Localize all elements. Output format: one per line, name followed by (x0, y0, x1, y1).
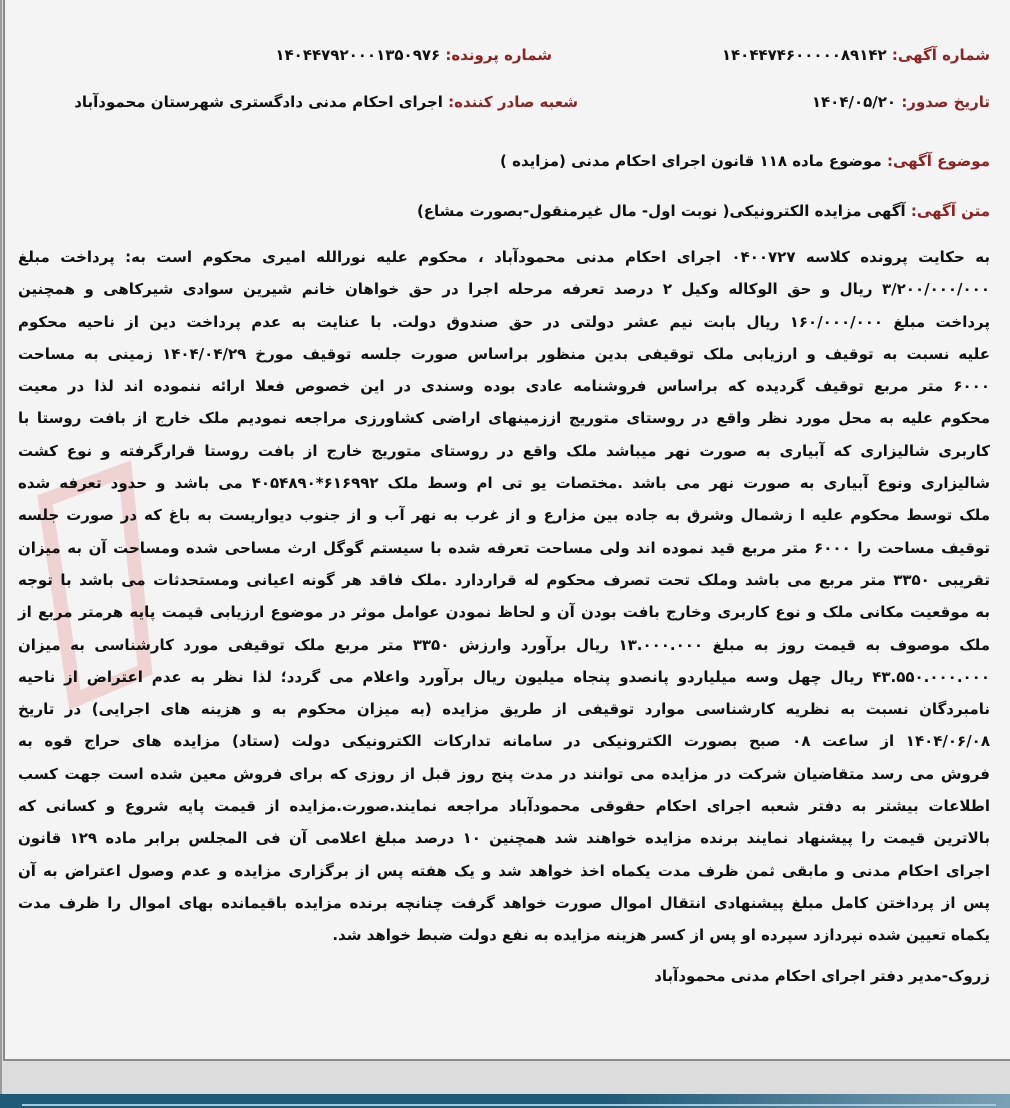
issuing-branch-field (74, 93, 578, 111)
issuing-branch-value: اجرای احکام مدنی دادگستری شهرستان محمودآباد (74, 93, 443, 111)
body-line: اطلاعات بیشتر به دفتر شعبه اجرای احکام حقوقی محمودآباد مراجعه نمایند.صورت.مزایده از قیمت پایه شروع و کسانی که (18, 797, 990, 816)
body-line: بالاترین قیمت را پیشنهاد نمایند برنده مزایده خواهند شد همچنین ۱۰ درصد مبلغ اعلامی آن فی المجلس برابر ماده ۱۲۹ قانون (18, 829, 990, 848)
issue-date-label: تاریخ صدور: (901, 93, 990, 111)
body-line: یکماه تعیین شده نپردازد سپرده او پس از کسر هزینه مزایده به نفع دولت ضبط خواهد شد. (332, 926, 990, 945)
body-line: تقریبی ۳۳۵۰ متر مربع می باشد وملک تحت تصرف محکوم له قراردارد .ملک فاقد هر گونه اعیانی ومستحدثات می باشد با توجه (18, 570, 990, 589)
subject-field (500, 152, 990, 170)
body-line: ۳/۲۰۰/۰۰۰/۰۰۰ ریال و حق الوکاله وکیل ۲ درصد تعرفه مرحله اجرا در حق خواهان خانم شیرین سوادی شیرکاهی و همچنین (18, 280, 990, 299)
notice-number-value: ۱۴۰۴۴۷۴۶۰۰۰۰۰۸۹۱۴۲ (721, 46, 887, 64)
text-label: متن آگهی: (910, 202, 990, 220)
subject-value: موضوع ماده ۱۱۸ قانون اجرای احکام مدنی (مزایده ) (500, 152, 882, 170)
subject-label: موضوع آگهی: (886, 152, 990, 170)
case-number-value: ۱۴۰۴۴۷۹۲۰۰۰۱۳۵۰۹۷۶ (275, 46, 441, 64)
case-number-field (275, 46, 552, 64)
issuing-branch-label: شعبه صادر کننده: (448, 93, 578, 111)
body-line: پرداخت مبلغ ۱۶۰/۰۰۰/۰۰۰ ریال بابت نیم عشر دولتی در حق صندوق دولت. با عنایت به عدم پرداخت دین از ناحیه محکوم (18, 312, 991, 331)
notice-body (18, 241, 990, 952)
body-line: به حکایت پرونده کلاسه ۰۴۰۰۷۲۷ اجرای احکام مدنی محمودآباد ، محکوم علیه نورالله امیری محکوم است به: پرداخت مبلغ (18, 248, 991, 266)
body-line: کاربری شالیزاری که آبیاری به صورت نهر میباشد ملک واقع در روستای متوریج خارج از بافت روستا قرارگرفته و نوع کشت (18, 441, 990, 460)
body-line: نامبردگان نسبت به نظریه کارشناسی موارد توقیفی از طریق مزایده (به میزان محکوم به و هزینه های اجرایی) در تاریخ (18, 700, 990, 719)
text-title: آگهی مزایده الکترونیکی( نوبت اول- مال غیرمنقول-بصورت مشاع) (416, 202, 906, 220)
text-title-field (417, 202, 990, 220)
notice-number-field (722, 46, 990, 64)
body-line: علیه نسبت به توقیف و ارزیابی ملک توقیفی بدین منظور براساس صورت جلسه توقیف مورخ ۱۴۰۴/۰۴/۲۹ زمینی به مساحت (18, 344, 990, 363)
body-line: اجرای احکام مدنی و مابقی ثمن ظرف مدت یکماه اخذ خواهد شد و یک هفته پس از برگزاری مزایده و عدم وصول اعتراض به آن (18, 861, 990, 880)
body-line: ۴۳.۵۵۰.۰۰۰.۰۰۰ ریال چهل وسه میلیاردو پانصدو پنجاه میلیون ریال برآورد واعلام می گردد؛ لذا نظر به عدم اعتراض از ناحیه (18, 667, 990, 686)
body-line: به موقعیت مکانی ملک و نوع کاربری وخارج بافت بودن آن و لحاظ نمودن عوامل موثر در موضوع ارزیابی قیمت پایه هرمتر مربع از (18, 603, 990, 622)
signature: زروک-مدیر دفتر اجرای احکام مدنی محمودآباد (654, 966, 990, 985)
body-line: ملک توسط محکوم علیه ا زشمال وشرق به جاده بین مزارع و از غرب به نهر آب و از جنوب دیواریست به باغ که در صورت جلسه (18, 506, 990, 525)
window-edge (0, 0, 2, 1094)
body-line: فروش می رسد متقاضیان شرکت در مزایده می توانند در مدت پنج روز قبل از روزی که برای فروش معین شده است جهت کسب (18, 764, 990, 783)
notice-number-label: شماره آگهی: (891, 46, 990, 64)
body-line: ۶۰۰۰ متر مربع توقیف گردیده که براساس فروشنامه عادی بوده وسندی در این خصوص فعلا ارائه ننموده اند لذا در معیت (18, 377, 990, 396)
body-line: شالیزاری ونوع آبیاری به صورت نهر می باشد .مختصات یو تی ام وسط ملک ۶۱۶۹۹۲*۴۰۵۴۸۹۰ می باشد و حدود تعرفه شده (18, 474, 990, 493)
body-line: ۱۴۰۴/۰۶/۰۸ از ساعت ۰۸ صبح بصورت الکترونیکی در سامانه تدارکات الکترونیکی دولت (ستاد) مزایده های حراج قوه به (18, 732, 990, 751)
body-line: ملک موصوف به قیمت روز به مبلغ ۱۳.۰۰۰.۰۰۰ ریال برآورد وارزش ۳۳۵۰ متر مربع ملک توقیفی مورد کارشناسی به میزان (18, 635, 990, 654)
body-line: محکوم علیه به محل مورد نظر واقع در روستای متوریج اززمینهای اراضی کشاورزی مراجعه نمودیم ملک خارج از بافت روستا با (18, 409, 990, 428)
issue-date-field (812, 93, 990, 111)
taskbar (0, 1094, 1010, 1108)
case-number-label: شماره پرونده: (445, 46, 552, 64)
body-line: توقیف مساحت را ۶۰۰۰ متر مربع قید نموده اند ولی مساحت تعرفه شده با سیستم گوگل ارث مساحی شده ومساحت آن به میزان (18, 538, 990, 557)
body-line: پس از پرداختن کامل مبلغ پیشنهادی انتقال اموال صورت خواهد گرفت چنانچه برنده مزایده باقیمانده بهای اموال را ظرف مدت (18, 893, 990, 912)
issue-date-value: ۱۴۰۴/۰۵/۲۰ (811, 93, 897, 111)
notice-content (18, 241, 990, 992)
